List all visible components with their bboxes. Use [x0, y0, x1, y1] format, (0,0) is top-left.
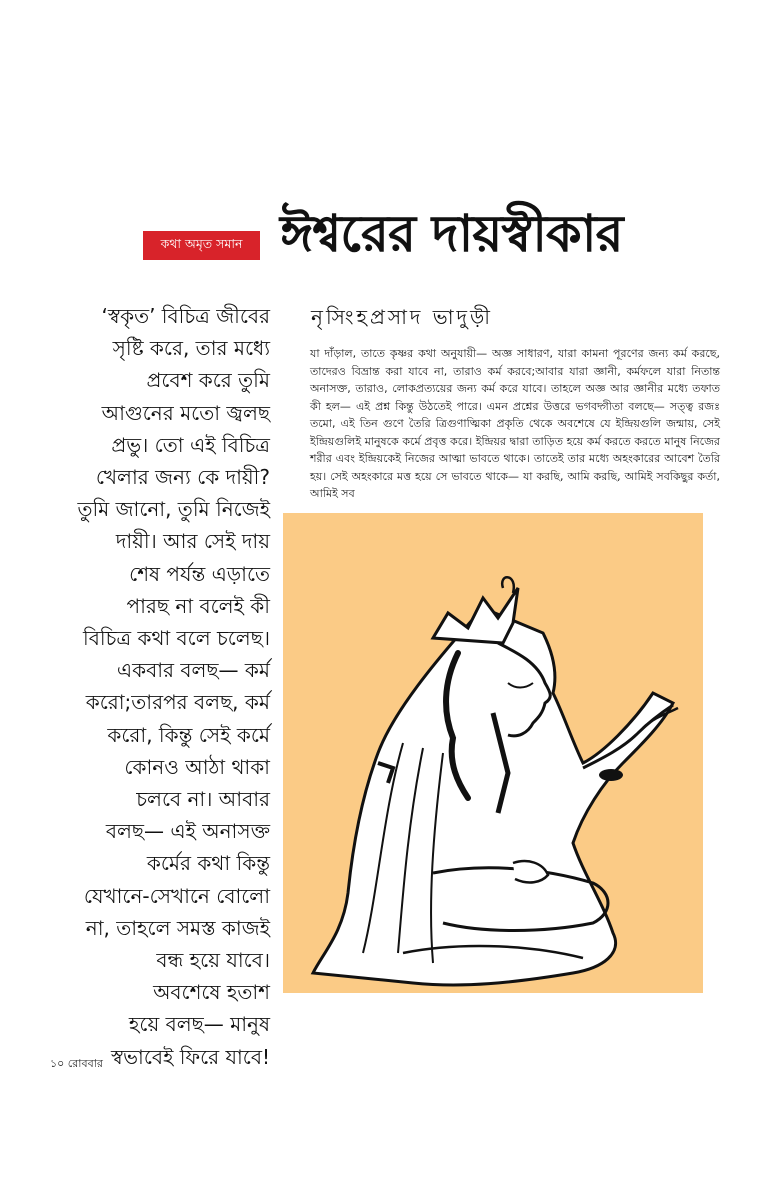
pull-quote-line: আগুনের মতো জ্বলছ: [101, 400, 270, 425]
body-paragraph: যা দাঁড়াল, তাতে কৃষ্ণর কথা অনুযায়ী— অজ্ঞ সাধারণ, যারা কামনা পূরণের জন্য কর্ম করছে, তাদেরও বিভ্রান্ত করা যাবে না, তারাও কর্ম করবে;আবার যারা জ্ঞানী, কর্মফলে যারা নিতান্ত অনাসক্ত, তারাও, লোকপ্রত্যয়ের জন্য কর্ম করে যাবে। তাহলে অজ্ঞ আর জ্ঞানীর মধ্যে তফাত কী হল— এই প্রশ্ন কিন্তু উঠতেই পারে। এমন প্রশ্নের উত্তরে ভগবদ্গীতা বলছে— সত্ত্ব রজঃ তমো, এই তিন গুণে তৈরি ত্রিগুণাত্মিকা প্রকৃতি থেকে অবশেষে যে ইন্দ্রিয়গুলি জন্মায়, সেই ইন্দ্রিয়গুলিই মানুষকে কর্মে প্রবৃত্ত করে। ইন্দ্রিয়র দ্বারা তাড়িত হয়ে কর্ম করতে করতে মানুষ নিজের শরীর এবং ইন্দ্রিয়কেই নিজের আত্মা ভাবতে থাকে। তাতেই তার মধ্যে অহংকারের আবেশ তৈরি হয়। সেই অহংকারে মত্ত হয়ে সে ভাবতে থাকে— যা করছি, আমি করছি, আমিই সবকিছুর কর্তা, আমিই সব: [310, 347, 720, 500]
pull-quote-line: সৃষ্টি করে, তার মধ্যে: [112, 336, 270, 361]
pull-quote-line: পারছ না বলেই কী: [126, 593, 270, 618]
pull-quote-line: হয়ে বলছ— মানুষ: [128, 1012, 270, 1037]
author-byline: নৃসিংহপ্রসাদ ভাদুড়ী: [311, 305, 494, 329]
pull-quote-line: কোনও আঠা থাকা: [124, 754, 270, 779]
article-title: ঈশ্বরের দায়স্বীকার: [280, 205, 623, 264]
pull-quote-line: শেষ পর্যন্ত এড়াতে: [129, 561, 270, 586]
pull-quote-line: দায়ী। আর সেই দায়: [115, 529, 270, 554]
pull-quote-line: করো;তারপর বলছ, কর্ম: [85, 690, 270, 715]
krishna-illustration: [283, 513, 703, 993]
pull-quote-line: চলবে না। আবার: [136, 787, 270, 812]
pull-quote: [50, 300, 270, 1073]
pull-quote-line: স্বভাবেই ফিরে যাবে!: [110, 1044, 270, 1069]
pull-quote-line: ‘স্বকৃত’ বিচিত্র জীবের: [101, 304, 270, 328]
krishna-drawing: [283, 513, 703, 993]
pull-quote-line: একবার বলছ— কর্ম: [116, 658, 270, 683]
pull-quote-line: তুমি জানো, তুমি নিজেই: [77, 497, 270, 522]
pull-quote-line: বলছ— এই অনাসক্ত: [105, 819, 270, 844]
pull-quote-line: প্রভু। তো এই বিচিত্র: [111, 432, 270, 457]
pull-quote-line: বিচিত্র কথা বলে চলেছ।: [83, 626, 270, 651]
pull-quote-line: কর্মের কথা কিন্তু: [146, 851, 270, 876]
pull-quote-line: করো, কিন্তু সেই কর্মে: [107, 722, 270, 747]
pull-quote-line: প্রবেশ করে তুমি: [146, 368, 270, 393]
pull-quote-line: খেলার জন্য কে দায়ী?: [95, 465, 270, 490]
pull-quote-line: বন্ধ হয়ে যাবে।: [156, 948, 270, 973]
pull-quote-line: না, তাহলে সমস্ত কাজই: [85, 915, 270, 940]
pull-quote-line: অবশেষে হতাশ: [153, 980, 270, 1005]
section-tag: কথা অমৃত সমান: [143, 231, 260, 260]
page-folio: ১০ রোববার: [50, 1057, 103, 1070]
pull-quote-line: যেখানে-সেখানে বোলো: [83, 883, 270, 908]
